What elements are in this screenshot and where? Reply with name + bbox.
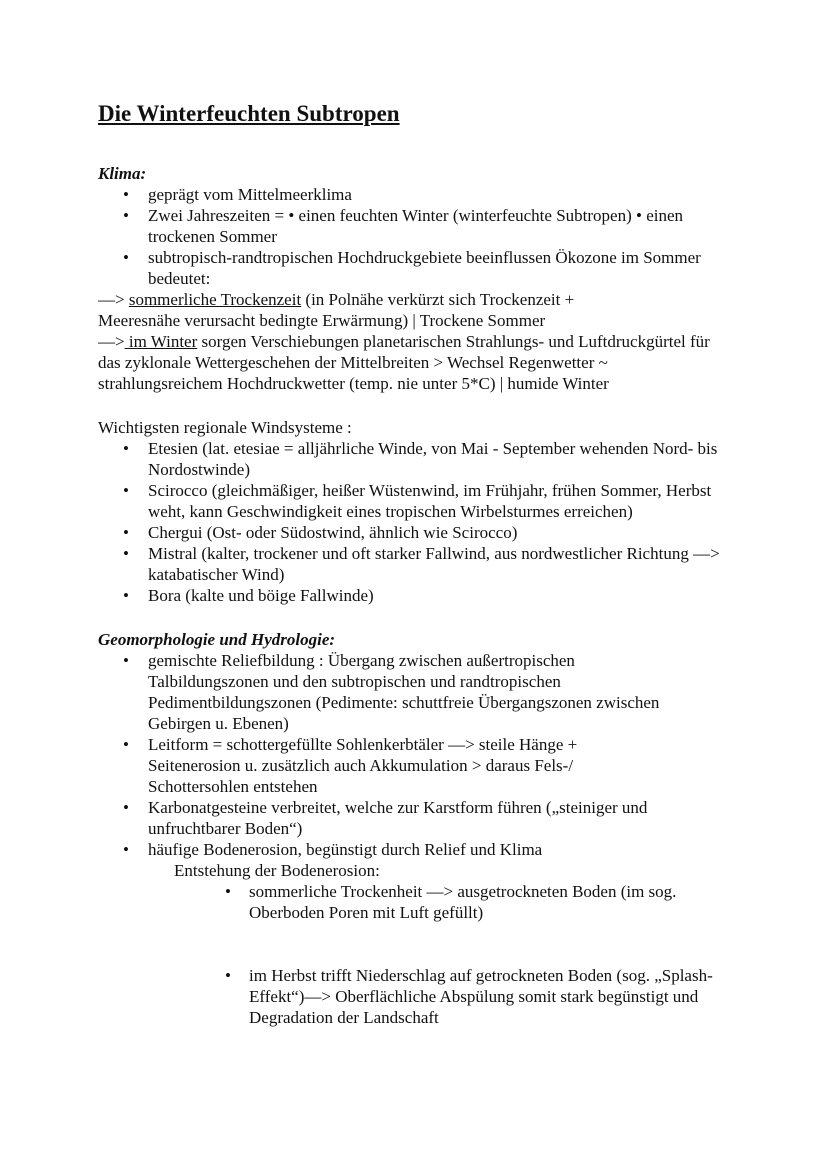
winds-heading: Wichtigsten regionale Windsysteme : (98, 418, 352, 437)
list-item: • gemischte Reliefbildung : Übergang zwischen außertropischen Talbildungszonen und den subtropischen und randtropischen Pedimentbildungszonen (Pedimente: schuttfreie Übergangszonen zwischen Gebirgen u. Ebenen) (98, 650, 728, 734)
paragraph-text: sorgen Verschiebungen planetarischen Strahlungs- und Luftdruckgürtel für das zyklonale Wettergeschehen der Mittelbreiten > Wechsel Regenwetter ~ strahlungsreichem Hochdruckwetter (temp. nie unter 5*C) | humide Winter (98, 332, 710, 393)
list-item: • Etesien (lat. etesiae = alljährliche Winde, von Mai - September wehenden Nord- bis Nordostwinde) (98, 438, 728, 480)
section-heading-klima: Klima: (98, 164, 147, 183)
list-item: • geprägt vom Mittelmeerklima (98, 184, 728, 205)
document-content (98, 100, 728, 1028)
arrow: —> (98, 332, 125, 351)
list-item: • Zwei Jahreszeiten = • einen feuchten Winter (winterfeuchte Subtropen) • einen trockenen Sommer (98, 205, 728, 247)
summer-paragraph (98, 289, 658, 331)
list-item: • Scirocco (gleichmäßiger, heißer Wüstenwind, im Frühjahr, frühen Sommer, Herbst weht, kann Geschwindigkeit eines tropischen Wirbelsturmes erreichen) (98, 480, 728, 522)
paragraph-text: (in Polnähe verkürzt sich Trockenzeit + Meeresnähe verursacht bedingte Erwärmung) | Trockene Sommer (98, 290, 575, 330)
list-item: • Leitform = schottergefüllte Sohlenkerbtäler —> steile Hänge + Seitenerosion u. zusätzlich auch Akkumulation > daraus Fels-/ Schottersohlen entstehen (98, 734, 728, 797)
list-item: • im Herbst trifft Niederschlag auf getrockneten Boden (sog. „Splash-Effekt“)—> Oberflächliche Abspülung somit stark begünstigt und Degradation der Landschaft (98, 965, 728, 1028)
list-item: • sommerliche Trockenheit —> ausgetrockneten Boden (im sog. Oberboden Poren mit Luft gefüllt) (98, 881, 728, 923)
list-item: • Bora (kalte und böige Fallwinde) (98, 585, 728, 606)
list-item: • subtropisch-randtropischen Hochdruckgebiete beeinflussen Ökozone im Sommer bedeutet: (98, 247, 728, 289)
winter-paragraph (98, 331, 728, 394)
list-item: • Mistral (kalter, trockener und oft starker Fallwind, aus nordwestlicher Richtung —> katabatischer Wind) (98, 543, 728, 585)
underlined-term: im Winter (124, 332, 198, 351)
arrow: —> (98, 290, 129, 309)
section-heading-geo: Geomorphologie und Hydrologie: (98, 630, 336, 649)
page-title: Die Winterfeuchten Subtropen (98, 101, 400, 126)
list-item: • Chergui (Ost- oder Südostwind, ähnlich wie Scirocco) (98, 522, 728, 543)
list-item: • Karbonatgesteine verbreitet, welche zur Karstform führen („steiniger und unfruchtbarer Boden“) (98, 797, 728, 839)
klima-list (98, 184, 728, 289)
subheading: Entstehung der Bodenerosion: (174, 861, 380, 880)
underlined-term: sommerliche Trockenzeit (128, 290, 302, 309)
erosion-list (98, 881, 728, 1028)
winds-list (98, 438, 728, 606)
list-item: • häufige Bodenerosion, begünstigt durch Relief und Klima (98, 839, 728, 860)
geo-list (98, 650, 728, 860)
